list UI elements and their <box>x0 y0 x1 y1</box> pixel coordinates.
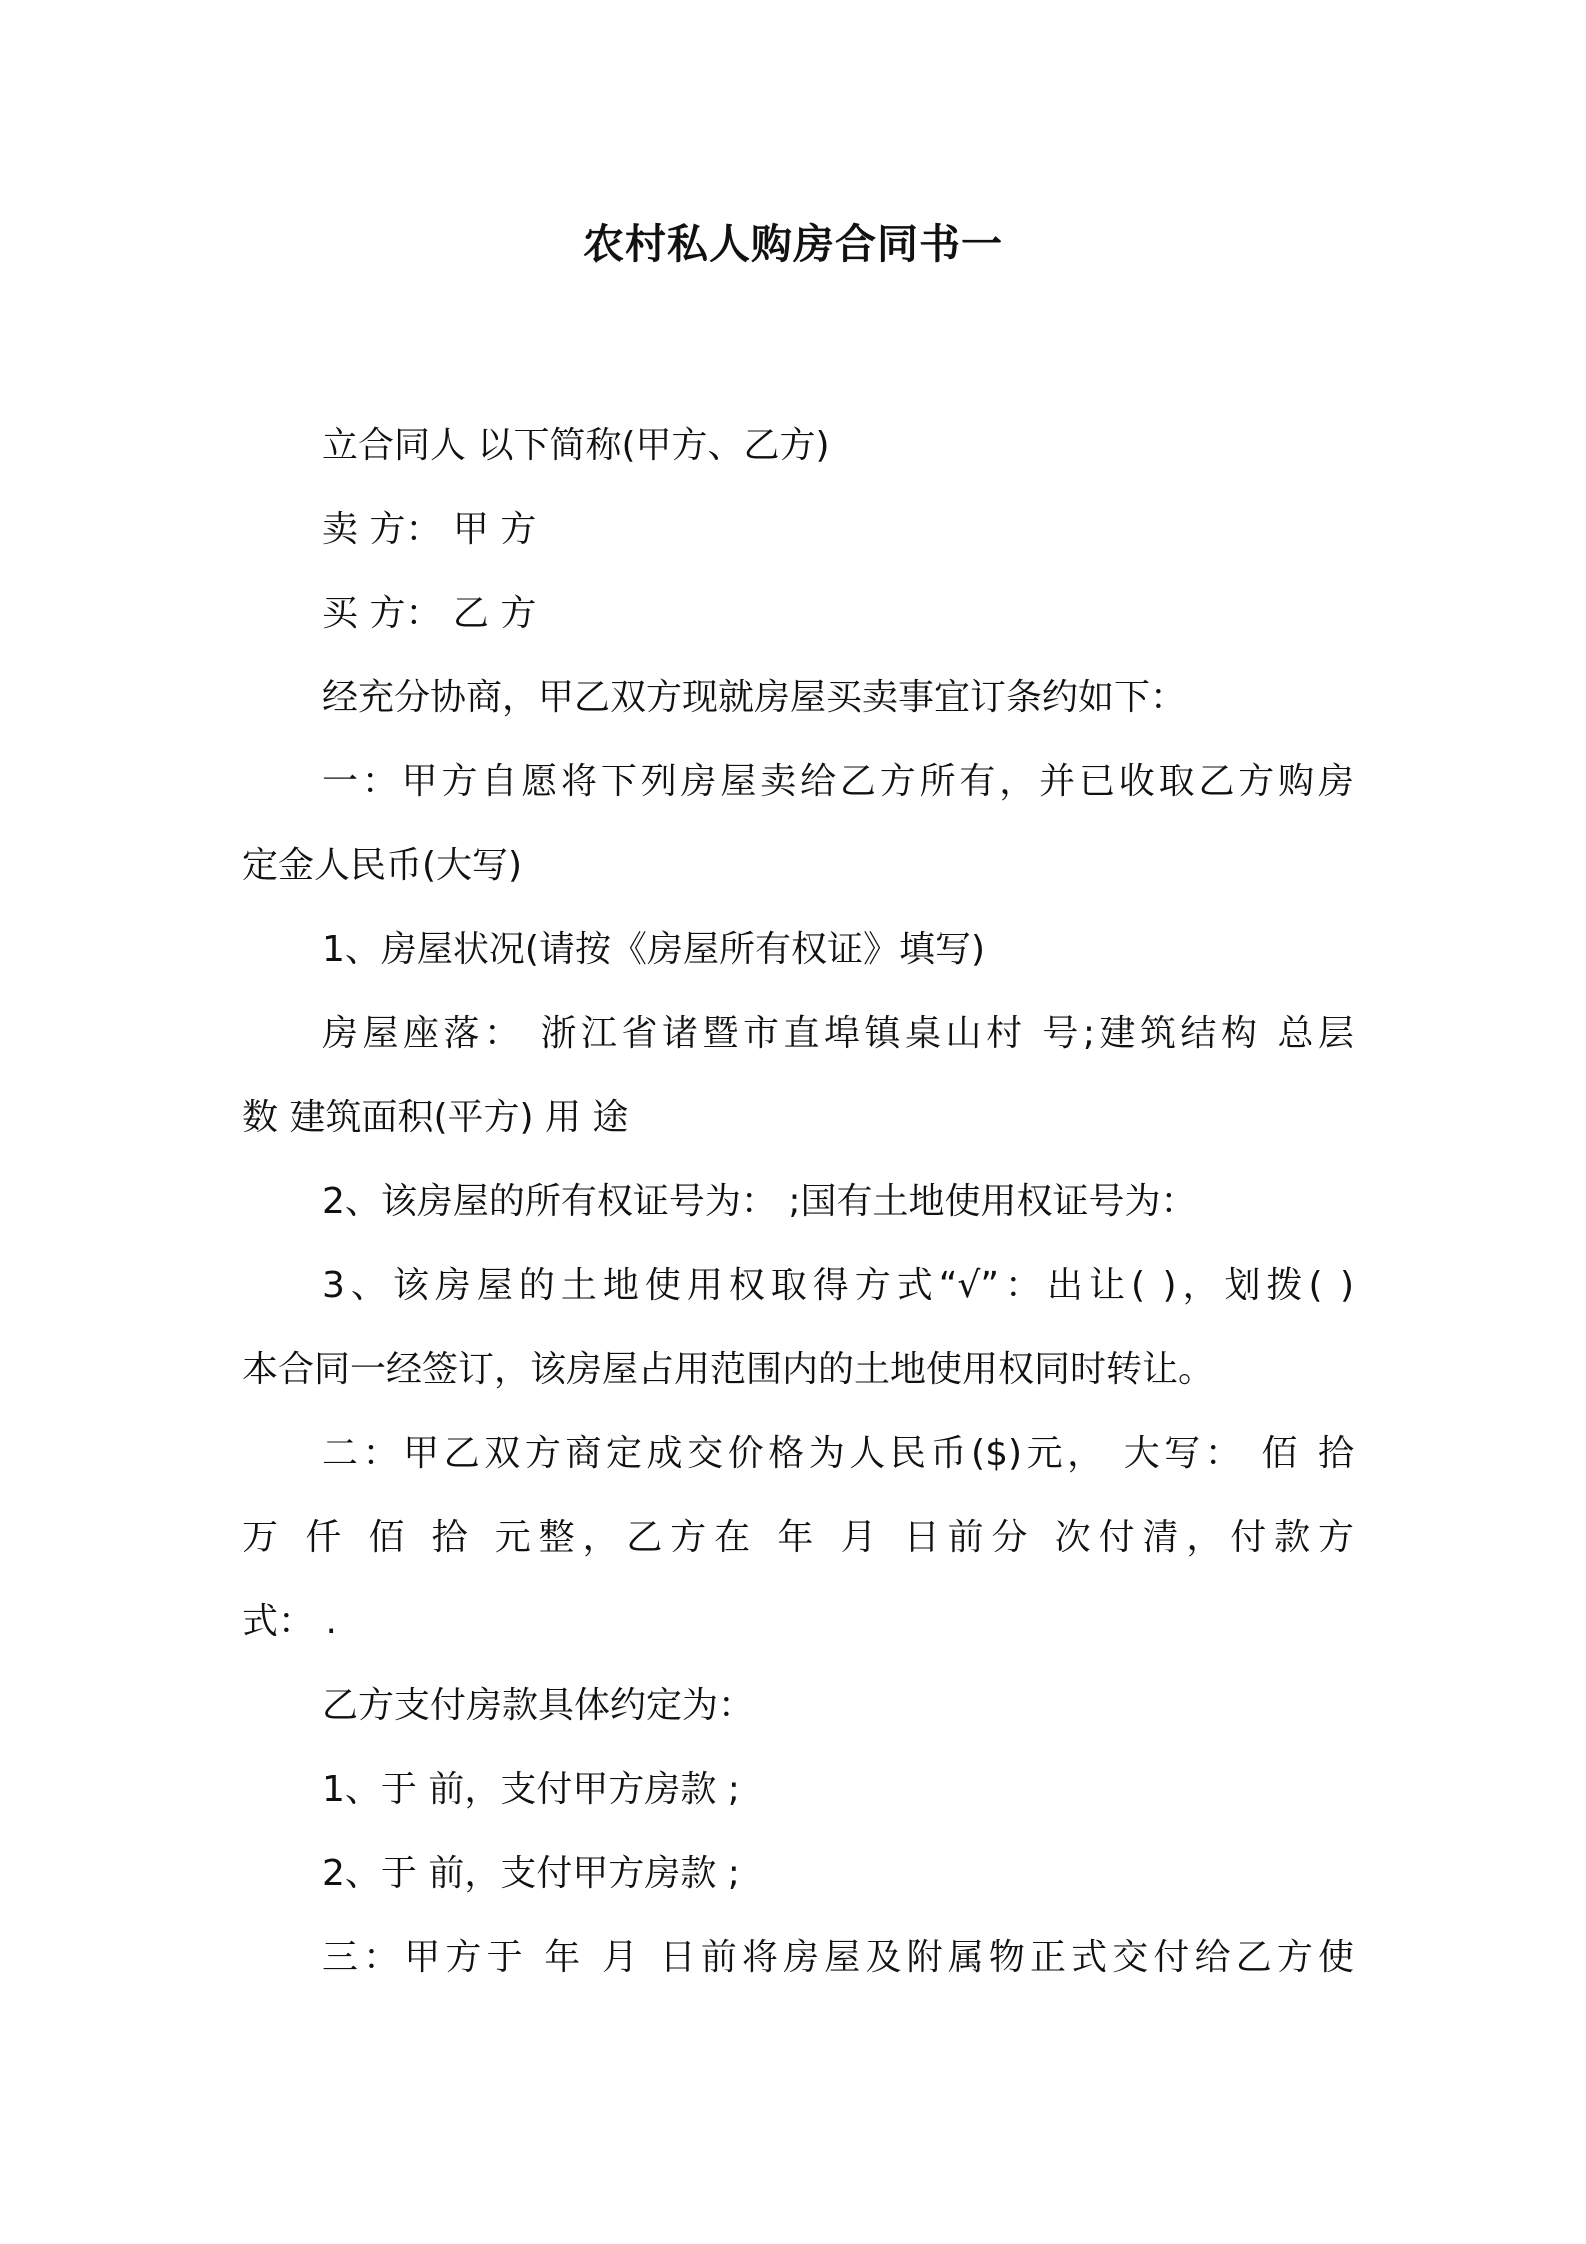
paragraph-17: 1、于 前，支付甲方房款 ; <box>322 1769 740 1810</box>
document-body <box>242 404 1354 2000</box>
paragraph-2: 卖 方： 甲 方 <box>322 509 537 550</box>
document-title: 农村私人购房合同书一 <box>583 220 1003 268</box>
paragraph-6: 定金人民币(大写) <box>242 845 523 886</box>
paragraph-7: 1、房屋状况(请按《房屋所有权证》填写) <box>322 929 985 970</box>
paragraph-11: 3、该房屋的土地使用权取得方式“√”：出让( )，划拨( ) <box>322 1265 1354 1306</box>
paragraph-12: 本合同一经签订，该房屋占用范围内的土地使用权同时转让。 <box>242 1349 1215 1390</box>
paragraph-13: 二：甲乙双方商定成交价格为人民币($)元， 大写： 佰 拾 <box>322 1433 1354 1474</box>
paragraph-9: 数 建筑面积(平方) 用 途 <box>242 1097 629 1138</box>
paragraph-15: 式： . <box>242 1601 337 1642</box>
paragraph-5: 一：甲方自愿将下列房屋卖给乙方所有，并已收取乙方购房 <box>322 761 1354 802</box>
paragraph-19: 三：甲方于 年 月 日前将房屋及附属物正式交付给乙方使 <box>322 1937 1354 1978</box>
paragraph-14: 万 仟 佰 拾 元整，乙方在 年 月 日前分 次付清，付款方 <box>242 1517 1354 1558</box>
paragraph-18: 2、于 前，支付甲方房款 ; <box>322 1853 740 1894</box>
paragraph-4: 经充分协商，甲乙双方现就房屋买卖事宜订条约如下： <box>322 677 1187 718</box>
paragraph-8: 房屋座落： 浙江省诸暨市直埠镇桌山村 号;建筑结构 总层 <box>322 1013 1354 1054</box>
paragraph-10: 2、该房屋的所有权证号为： ;国有土地使用权证号为： <box>322 1181 1197 1222</box>
paragraph-16: 乙方支付房款具体约定为： <box>322 1685 755 1726</box>
paragraph-3: 买 方： 乙 方 <box>322 593 537 634</box>
paragraph-1: 立合同人 以下简称(甲方、乙方) <box>322 425 830 466</box>
